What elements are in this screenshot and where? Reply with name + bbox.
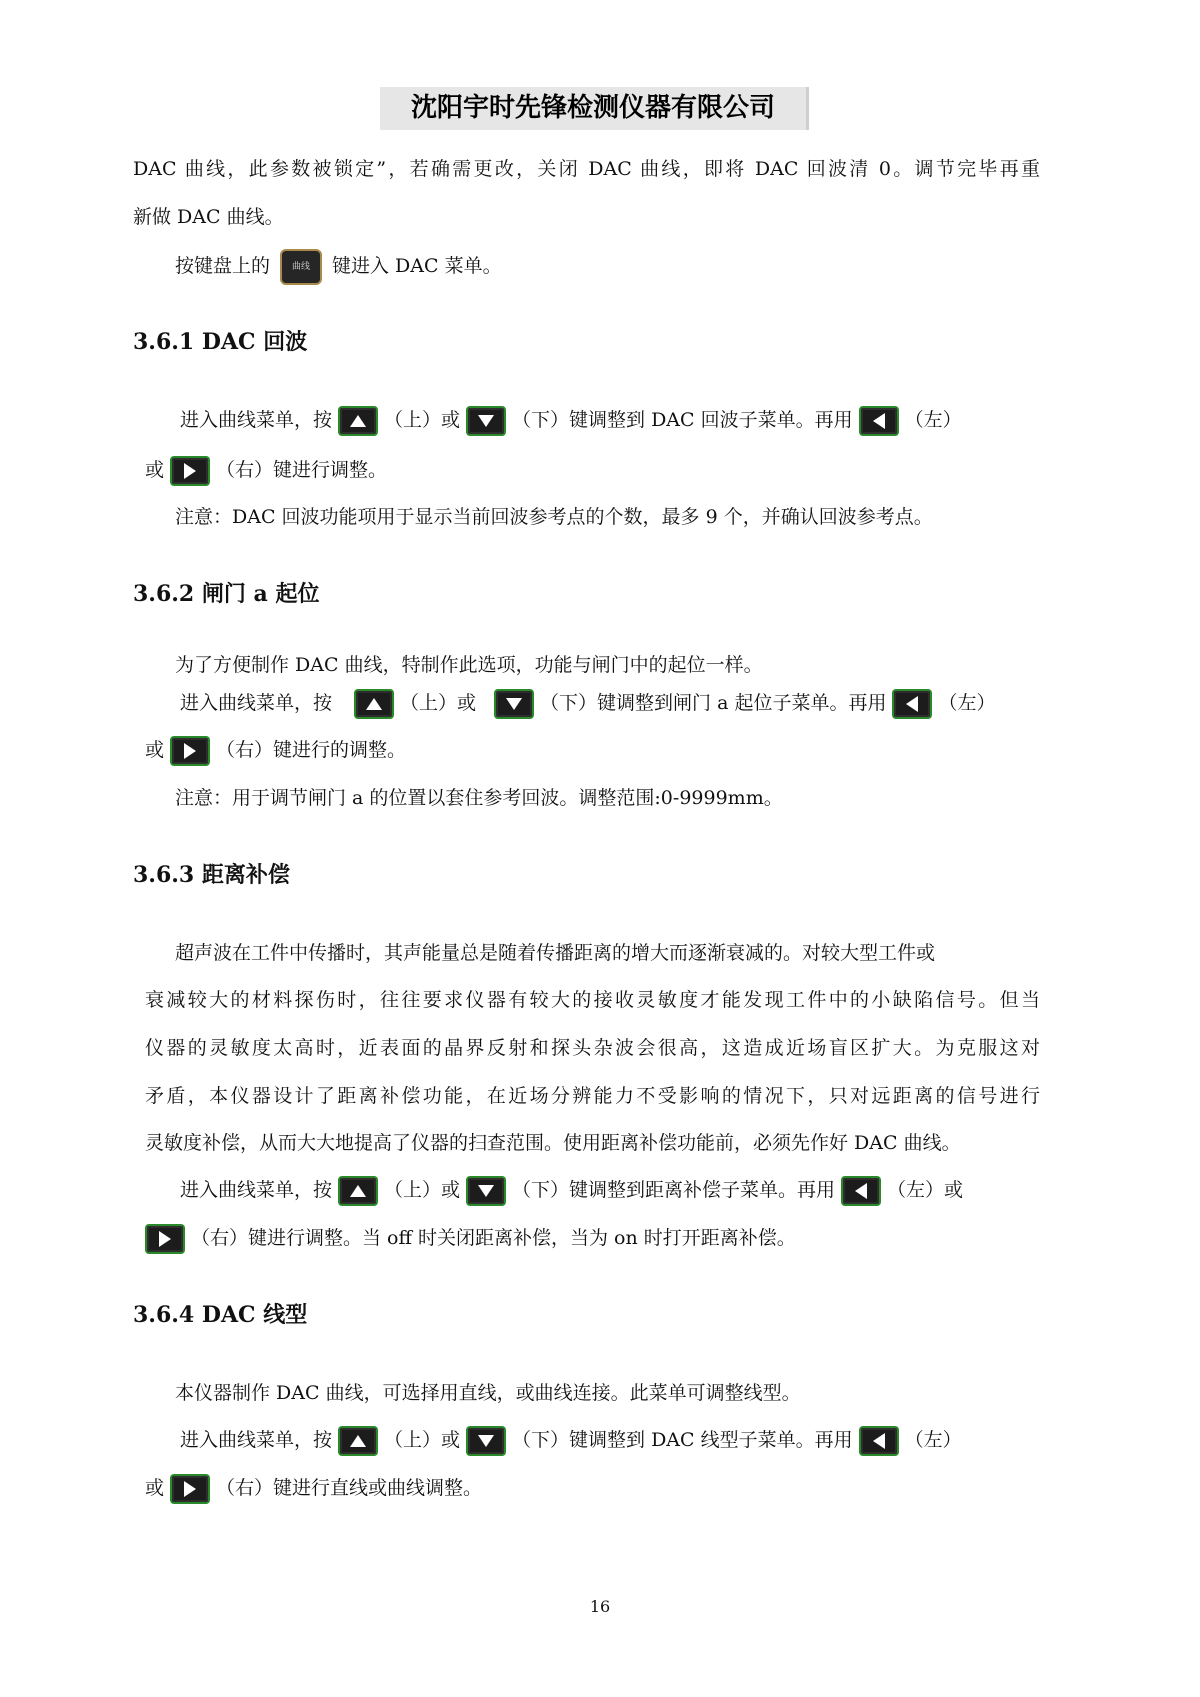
section-3-6-4-title: 3.6.4 DAC 线型 bbox=[133, 1302, 308, 1328]
s363-text-a: 进入曲线菜单，按 bbox=[180, 1179, 333, 1201]
s363-text-b: （上）或 bbox=[384, 1179, 461, 1201]
s363-para-line-1: 超声波在工件中传播时，其声能量总是随着传播距离的增大而逐渐衰减的。对较大型工件或 bbox=[175, 942, 936, 964]
page-number: 16 bbox=[589, 1597, 611, 1616]
right-arrow-key-icon bbox=[170, 1474, 210, 1504]
s364-text-e: 或 bbox=[145, 1477, 165, 1499]
s363-text-d: （左）或 bbox=[887, 1179, 964, 1201]
s362-text-d: （左） bbox=[938, 692, 996, 714]
s361-text-d: （左） bbox=[904, 409, 962, 431]
intro-line-3 bbox=[175, 249, 502, 285]
right-arrow-key-icon bbox=[170, 456, 210, 486]
s362-text-e: 或 bbox=[145, 739, 165, 761]
s364-text-f: （右）键进行直线或曲线调整。 bbox=[216, 1477, 483, 1499]
s363-para-line-2: 衰减较大的材料探伤时，往往要求仪器有较大的接收灵敏度才能发现工件中的小缺陷信号。但当 bbox=[145, 989, 1040, 1011]
up-arrow-key-icon bbox=[338, 1426, 378, 1456]
s362-text-f: （右）键进行的调整。 bbox=[216, 739, 407, 761]
s364-intro: 本仪器制作 DAC 曲线，可选择用直线，或曲线连接。此菜单可调整线型。 bbox=[175, 1382, 801, 1404]
section-3-6-2-title: 3.6.2 闸门 a 起位 bbox=[133, 581, 320, 607]
s364-line-1 bbox=[180, 1425, 962, 1456]
down-arrow-key-icon bbox=[466, 406, 506, 436]
up-arrow-key-icon bbox=[354, 689, 394, 719]
intro-text-b: 键进入 DAC 菜单。 bbox=[332, 255, 502, 277]
s361-text-c: （下）键调整到 DAC 回波子菜单。再用 bbox=[512, 409, 853, 431]
s362-text-c: （下）键调整到闸门 a 起位子菜单。再用 bbox=[540, 692, 887, 714]
right-arrow-key-icon bbox=[170, 736, 210, 766]
s361-text-b: （上）或 bbox=[384, 409, 461, 431]
s364-line-2 bbox=[145, 1473, 482, 1504]
s361-text-e: 或 bbox=[145, 459, 165, 481]
section-3-6-1-title: 3.6.1 DAC 回波 bbox=[133, 329, 308, 355]
section-3-6-3-title: 3.6.3 距离补偿 bbox=[133, 862, 290, 888]
s363-text-c: （下）键调整到距离补偿子菜单。再用 bbox=[512, 1179, 836, 1201]
s361-text-a: 进入曲线菜单，按 bbox=[180, 409, 333, 431]
intro-text-a: 按键盘上的 bbox=[175, 255, 271, 277]
s363-line-2 bbox=[145, 1223, 796, 1254]
s363-para-line-4: 矛盾，本仪器设计了距离补偿功能，在近场分辨能力不受影响的情况下，只对远距离的信号进行 bbox=[145, 1085, 1040, 1107]
s363-para-line-5: 灵敏度补偿，从而大大地提高了仪器的扫查范围。使用距离补偿功能前，必须先作好 DAC 曲线。 bbox=[145, 1132, 961, 1154]
s364-text-d: （左） bbox=[904, 1429, 962, 1451]
s361-line-2 bbox=[145, 455, 387, 486]
s361-text-f: （右）键进行调整。 bbox=[216, 459, 388, 481]
intro-line-1: DAC 曲线，此参数被锁定”，若确需更改，关闭 DAC 曲线，即将 DAC 回波清 0。调节完毕再重 bbox=[133, 158, 1040, 180]
s363-line-1 bbox=[180, 1175, 963, 1206]
company-header: 沈阳宇时先锋检测仪器有限公司 bbox=[380, 87, 809, 130]
s362-line-1 bbox=[180, 688, 995, 719]
intro-line-2: 新做 DAC 曲线。 bbox=[133, 206, 284, 228]
right-arrow-key-icon bbox=[145, 1224, 185, 1254]
s362-line-2 bbox=[145, 735, 406, 766]
s362-intro: 为了方便制作 DAC 曲线，特制作此选项，功能与闸门中的起位一样。 bbox=[175, 654, 763, 676]
s364-text-b: （上）或 bbox=[384, 1429, 461, 1451]
down-arrow-key-icon bbox=[466, 1176, 506, 1206]
s361-line-1 bbox=[180, 405, 962, 436]
left-arrow-key-icon bbox=[841, 1176, 881, 1206]
left-arrow-key-icon bbox=[859, 1426, 899, 1456]
s363-para-line-3: 仪器的灵敏度太高时，近表面的晶界反射和探头杂波会很高，这造成近场盲区扩大。为克服这对 bbox=[145, 1037, 1040, 1059]
curve-key-icon: 曲线 bbox=[280, 249, 322, 285]
s362-text-a: 进入曲线菜单，按 bbox=[180, 692, 333, 714]
s361-note: 注意：DAC 回波功能项用于显示当前回波参考点的个数，最多 9 个，并确认回波参考点。 bbox=[175, 506, 933, 528]
up-arrow-key-icon bbox=[338, 406, 378, 436]
left-arrow-key-icon bbox=[859, 406, 899, 436]
down-arrow-key-icon bbox=[466, 1426, 506, 1456]
up-arrow-key-icon bbox=[338, 1176, 378, 1206]
s363-text-e: （右）键进行调整。当 off 时关闭距离补偿，当为 on 时打开距离补偿。 bbox=[191, 1227, 796, 1249]
s362-text-b: （上）或 bbox=[400, 692, 477, 714]
s362-note: 注意：用于调节闸门 a 的位置以套住参考回波。调整范围:0-9999mm。 bbox=[175, 787, 783, 809]
s364-text-c: （下）键调整到 DAC 线型子菜单。再用 bbox=[512, 1429, 853, 1451]
left-arrow-key-icon bbox=[892, 689, 932, 719]
down-arrow-key-icon bbox=[494, 689, 534, 719]
s364-text-a: 进入曲线菜单，按 bbox=[180, 1429, 333, 1451]
